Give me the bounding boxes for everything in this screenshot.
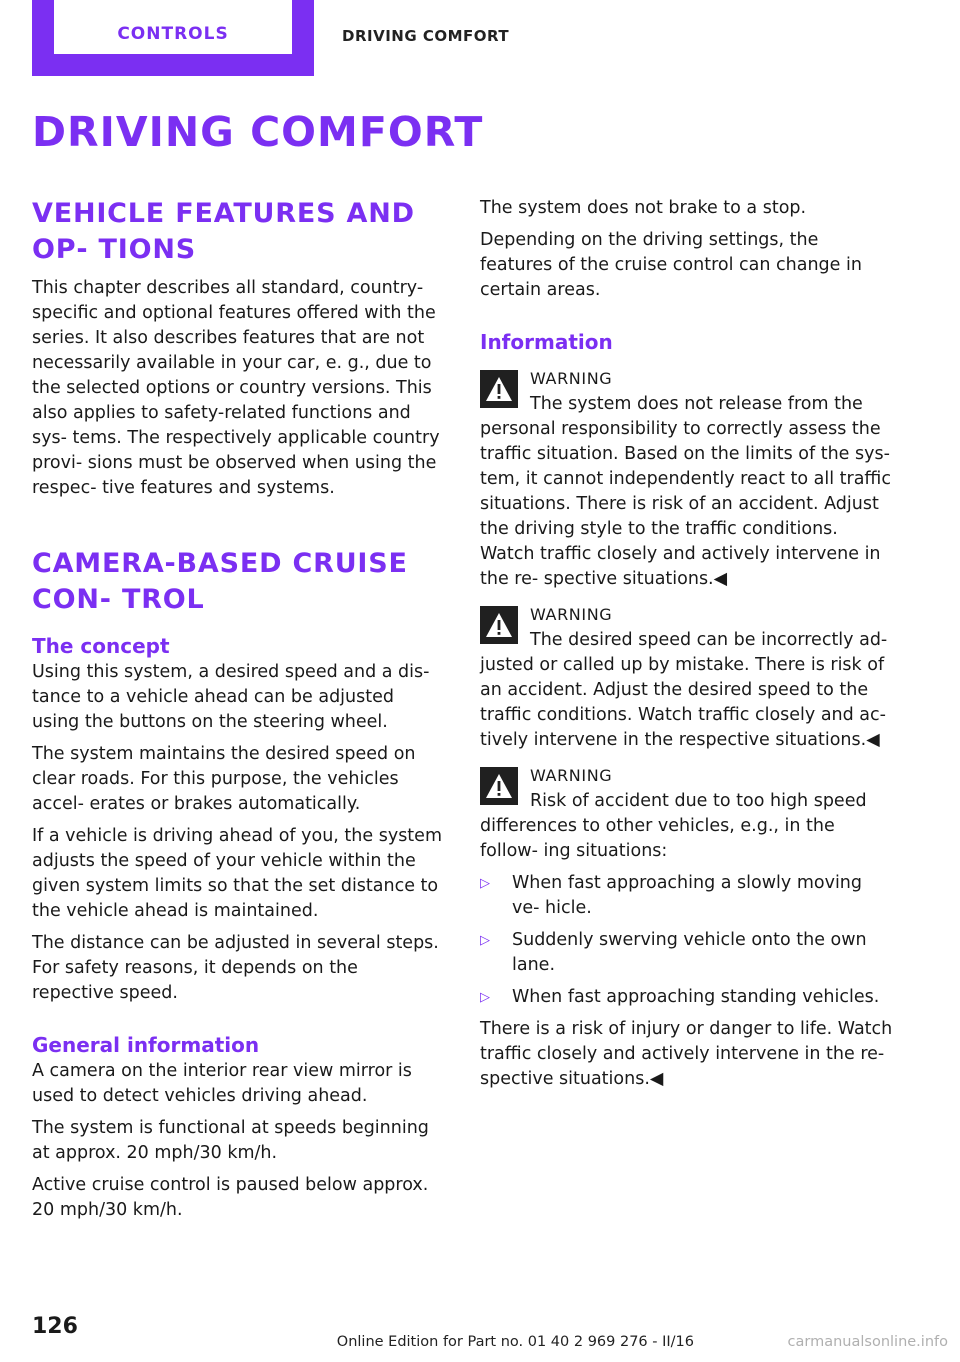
- paragraph-concept-4: The distance can be adjusted in several steps. For safety reasons, it depends on the repective speed.: [32, 933, 439, 1003]
- paragraph-risk: There is a risk of injury or danger to life. Watch traffic closely and actively intervene in the re‐ spective situations.◀: [480, 1019, 893, 1089]
- warning-label: WARNING: [530, 369, 613, 388]
- warning-triangle-icon: [480, 370, 518, 408]
- triangle-bullet-icon: ▷: [480, 876, 490, 891]
- warning-text: differences to other vehicles, e.g., in the follow‐ ing situations:: [480, 816, 835, 861]
- paragraph-general-2: The system is functional at speeds beginning at approx. 20 mph/30 km/h.: [32, 1118, 429, 1163]
- list-item-text: When fast approaching standing vehicles.: [512, 987, 880, 1007]
- edition-footer: Online Edition for Part no. 01 40 2 969 276 - II/16: [336, 1334, 694, 1350]
- heading-concept: The concept: [32, 634, 170, 658]
- tab-controls[interactable]: [32, 0, 314, 76]
- tab-driving-comfort[interactable]: DRIVING COMFORT: [342, 27, 510, 45]
- paragraph-concept-2: The system maintains the desired speed on clear roads. For this purpose, the vehicles accel‐ erates or brakes automatically.: [32, 744, 416, 814]
- list-item: [480, 871, 894, 921]
- warning-first-line: The system does not release from the: [530, 394, 863, 414]
- warning-block: [480, 602, 894, 753]
- warning-first-line: Risk of accident due to too high speed: [530, 791, 867, 811]
- paragraph-concept-3: If a vehicle is driving ahead of you, the system adjusts the speed of your vehicle within the given system limits so that the set distance to the vehicle ahead is maintained.: [32, 826, 442, 921]
- warning-first-line: The desired speed can be incorrectly ad‐: [530, 630, 888, 650]
- warning-triangle-icon: [480, 767, 518, 805]
- warning-block: [480, 763, 894, 864]
- heading-information: Information: [480, 330, 613, 354]
- left-column: [32, 196, 444, 1230]
- heading-general-information: General information: [32, 1033, 260, 1057]
- warning-label: WARNING: [530, 605, 613, 624]
- watermark: carmanualsonline.info: [787, 1334, 948, 1350]
- heading-camera-cruise-control: CAMERA-BASED CRUISE CON‐ TROL: [32, 548, 408, 615]
- warning-label: WARNING: [530, 766, 613, 785]
- paragraph-no-stop: The system does not brake to a stop.: [480, 198, 807, 218]
- heading-vehicle-features: VEHICLE FEATURES AND OP‐ TIONS: [32, 198, 415, 265]
- page-number: 126: [32, 1314, 78, 1339]
- triangle-bullet-icon: ▷: [480, 990, 490, 1005]
- list-item: [480, 928, 894, 978]
- paragraph-concept-1: Using this system, a desired speed and a dis‐ tance to a vehicle ahead can be adjusted using the buttons on the steering wheel.: [32, 662, 430, 732]
- paragraph-features: This chapter describes all standard, country- specific and optional features offered with the series. It also describes features that are not necessarily available in your car, e. g., due to the selected options or country versions. This also applies to safety-related functions and sys‐ tems. The respectively applicable country provi‐ sions must be observed when using the respec‐ tive features and systems.: [32, 278, 440, 498]
- paragraph-general-3: Active cruise control is paused below approx. 20 mph/30 km/h.: [32, 1175, 429, 1220]
- warning-text: personal responsibility to correctly assess the traffic situation. Based on the limits of the sys‐ tem, it cannot independently react to all traffic situations. There is risk of an accident. Adjust the driving style to the traffic conditions. Watch traffic closely and actively intervene in the re‐ spective situations.◀: [480, 419, 891, 589]
- warning-triangle-icon: [480, 606, 518, 644]
- right-column: [480, 196, 894, 1099]
- warning-block: [480, 366, 894, 592]
- list-item-text: When fast approaching a slowly moving ve‐ hicle.: [512, 873, 862, 918]
- page-title: DRIVING COMFORT: [32, 108, 484, 156]
- list-item: [480, 985, 894, 1010]
- triangle-bullet-icon: ▷: [480, 933, 490, 948]
- paragraph-general-1: A camera on the interior rear view mirror is used to detect vehicles driving ahead.: [32, 1061, 412, 1106]
- warning-text: justed or called up by mistake. There is risk of an accident. Adjust the desired speed to the traffic conditions. Watch traffic closely and ac‐ tively intervene in the respective situations.◀: [480, 655, 886, 750]
- paragraph-depending: Depending on the driving settings, the features of the cruise control can change in certain areas.: [480, 230, 862, 300]
- list-item-text: Suddenly swerving vehicle onto the own lane.: [512, 930, 867, 975]
- tab-controls-label: CONTROLS: [54, 0, 292, 54]
